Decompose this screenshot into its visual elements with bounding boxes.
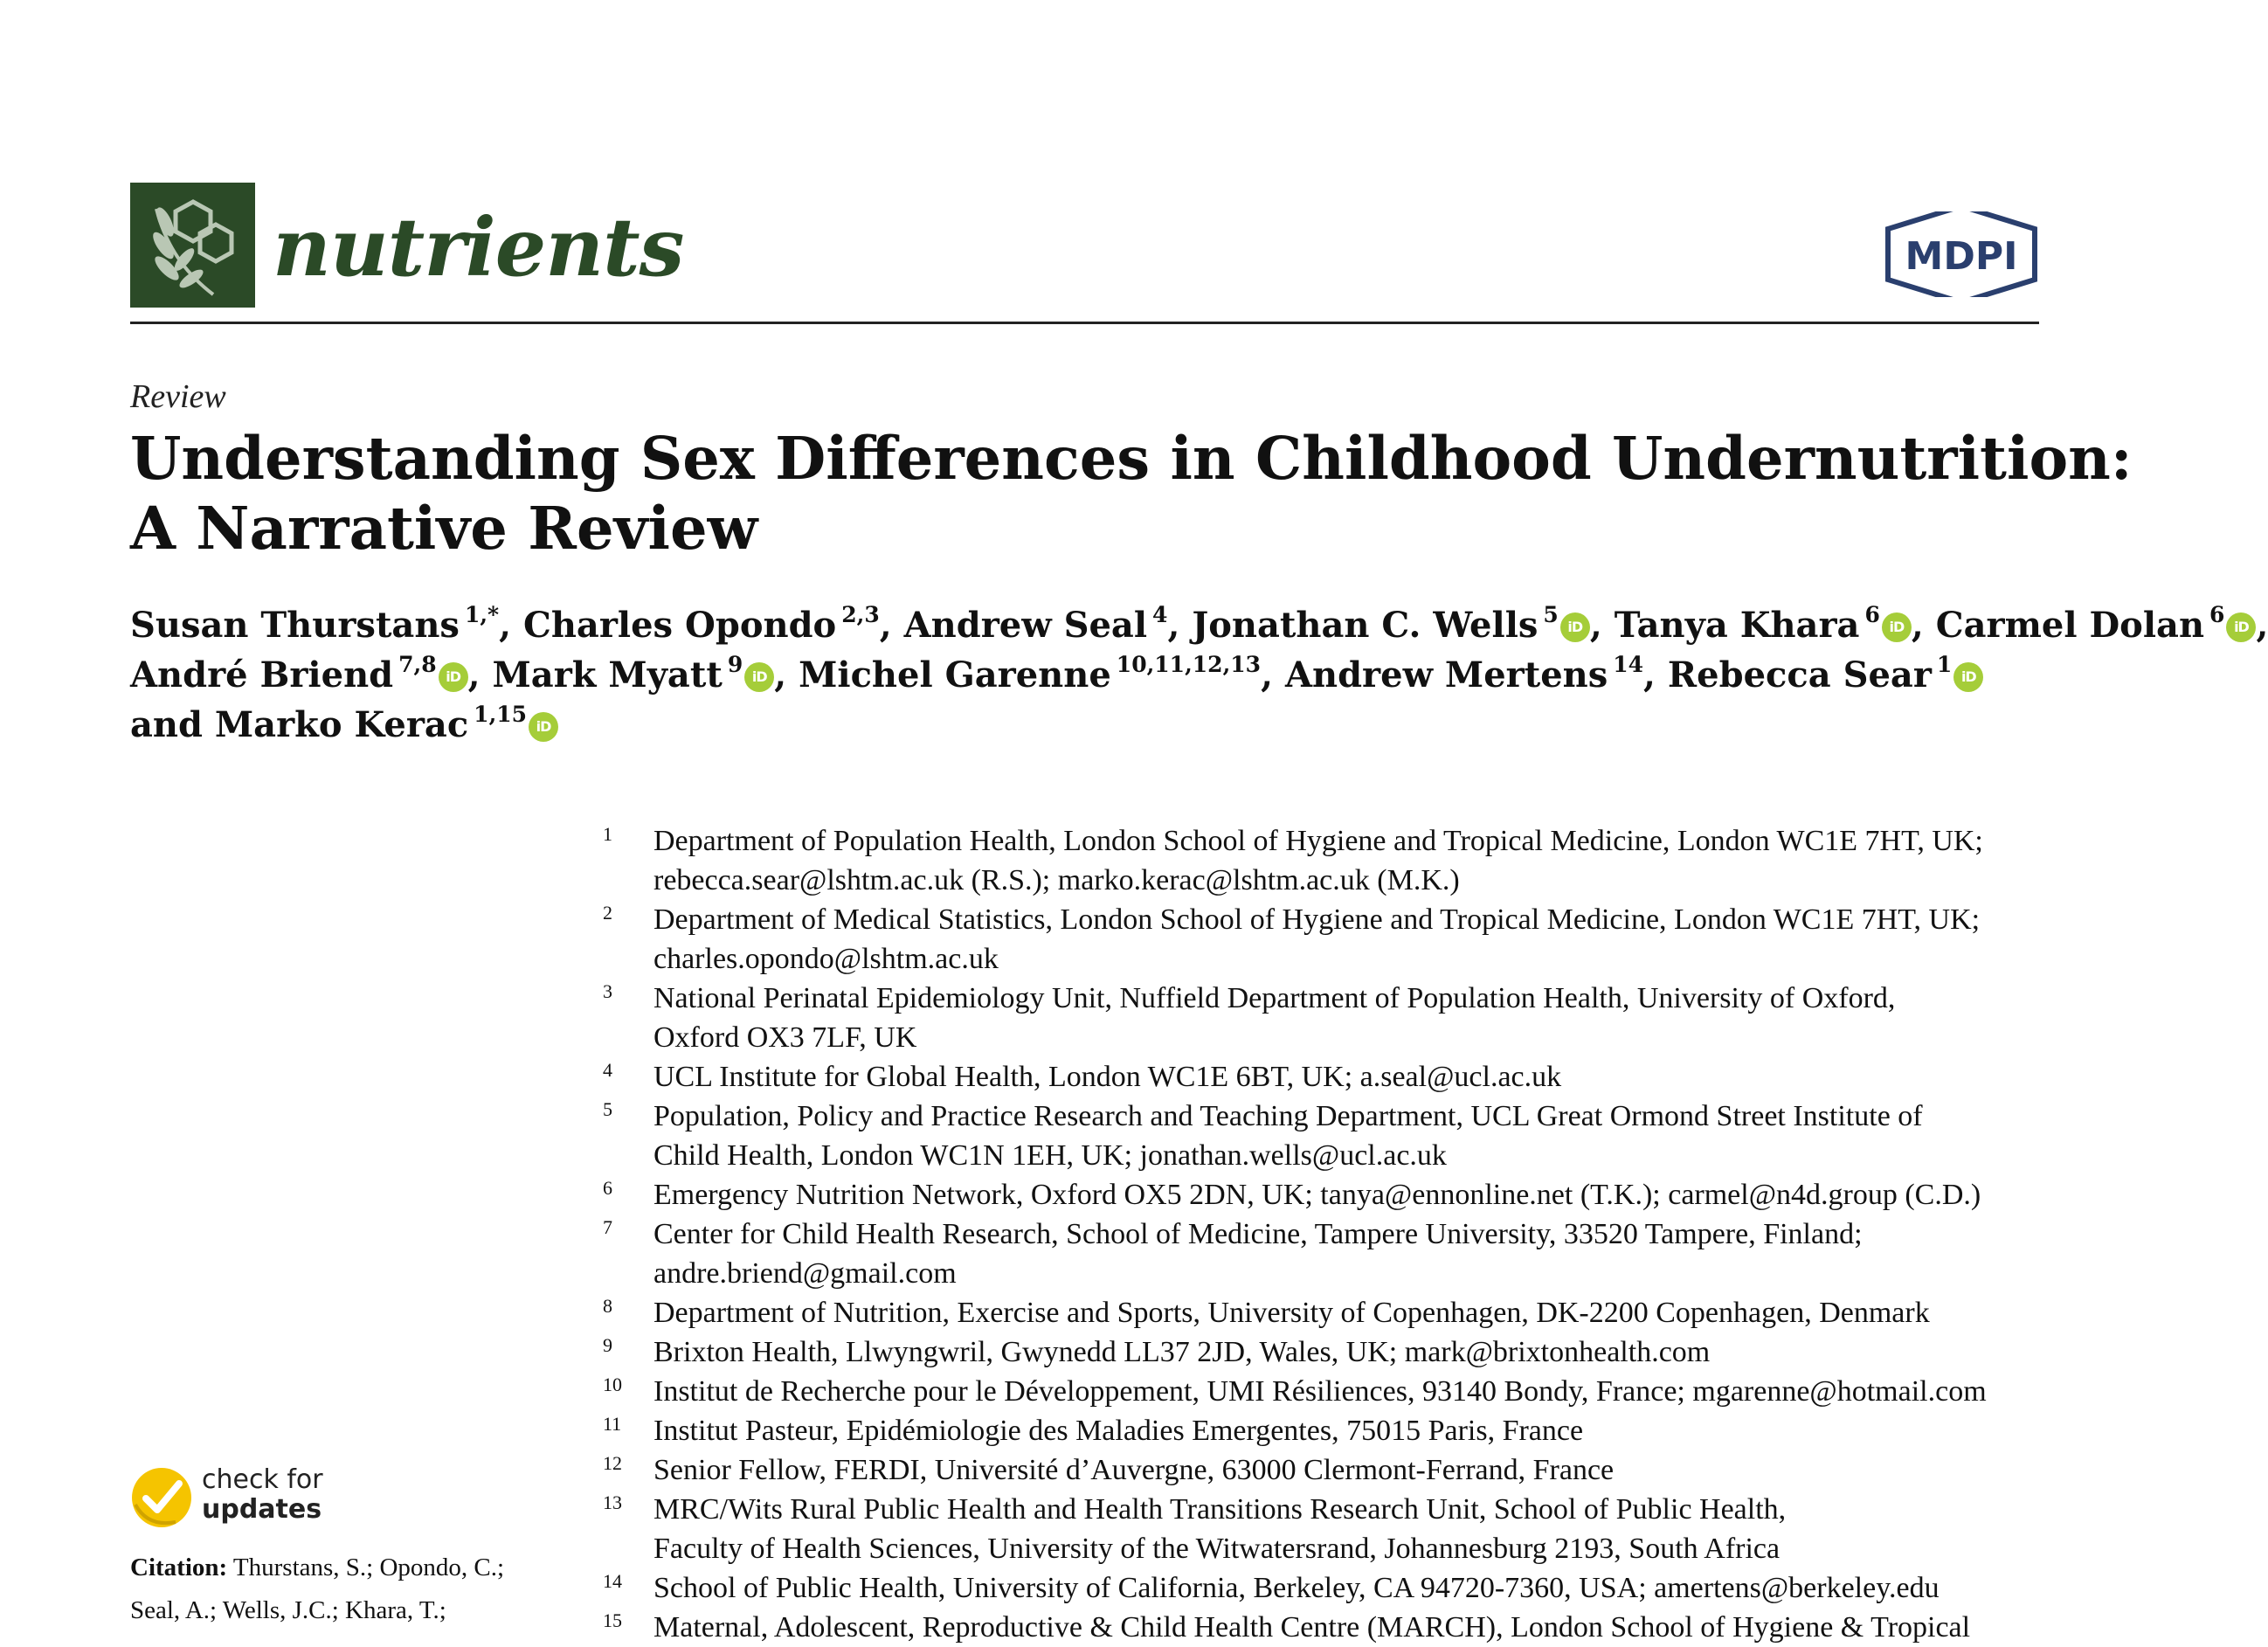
header-rule — [130, 322, 2039, 324]
check-updates-line2: updates — [202, 1494, 322, 1525]
affiliation-text: Oxford OX3 7LF, UK — [653, 1021, 917, 1054]
affiliation-number: 8 — [603, 1295, 612, 1317]
author-affiliation-mark: 10,11,12,13 — [1116, 652, 1262, 677]
affiliation-text: rebecca.sear@lshtm.ac.uk (R.S.); marko.kerac@lshtm.ac.uk (M.K.) — [653, 864, 1460, 896]
author — [493, 654, 787, 695]
affiliation-text: Faculty of Health Sciences, University of the Witwatersrand, Johannesburg 2193, South Africa — [653, 1533, 1781, 1565]
check-icon — [130, 1466, 193, 1529]
author-separator: , — [1261, 654, 1274, 695]
leaf-hexagon-icon — [130, 183, 255, 308]
author-separator: , — [1643, 654, 1656, 695]
author-affiliation-mark: 2,3 — [841, 602, 880, 627]
author-name: Charles Opondo — [523, 605, 837, 646]
affiliation-text: Center for Child Health Research, School of Medicine, Tampere University, 33520 Tampere, Finland; — [653, 1218, 1863, 1250]
author-name: and Marko Kerac — [130, 704, 469, 745]
affiliation-item — [603, 1490, 2053, 1568]
author — [523, 602, 892, 646]
affiliation-text: Population, Policy and Practice Research and Teaching Department, UCL Great Ormond Street Institute of — [653, 1100, 1923, 1132]
citation-line: Seal, A.; Wells, J.C.; Khara, T.; — [130, 1596, 446, 1624]
author-name: André Briend — [130, 654, 394, 695]
author-affiliation-mark: 6 — [1864, 602, 1880, 627]
affiliation-text: Emergency Nutrition Network, Oxford OX5 2DN, UK; tanya@ennonline.net (T.K.); carmel@n4d.group (C.D.) — [653, 1179, 1981, 1211]
article-type: Review — [130, 378, 226, 415]
author-affiliation-mark: 7,8 — [398, 652, 437, 677]
affiliation-text: Department of Medical Statistics, London School of Hygiene and Tropical Medicine, London WC1E 7HT, UK; — [653, 903, 1981, 936]
publisher-name: MDPI — [1905, 234, 2018, 279]
affiliation-number: 11 — [603, 1413, 622, 1435]
author-affiliation-mark: 14 — [1613, 652, 1644, 677]
orcid-icon[interactable]: iD — [439, 662, 468, 692]
author-line — [130, 602, 2268, 653]
affiliation-text: charles.opondo@lshtm.ac.uk — [653, 943, 999, 975]
affiliation-text: Department of Nutrition, Exercise and Sports, University of Copenhagen, DK-2200 Copenhagen, Denmark — [653, 1297, 1930, 1329]
affiliation-number: 2 — [603, 902, 612, 924]
author — [1935, 602, 2268, 646]
author-line — [130, 653, 2052, 702]
author-affiliation-mark: 9 — [727, 652, 743, 677]
affiliation-text: Department of Population Health, London School of Hygiene and Tropical Medicine, London WC1E 7HT, UK; — [653, 825, 1983, 857]
affiliation-text: Senior Fellow, FERDI, Université d’Auvergne, 63000 Clermont-Ferrand, France — [653, 1454, 1615, 1486]
author-affiliation-mark: 4 — [1152, 602, 1168, 627]
author-name: Andrew Mertens — [1284, 654, 1608, 695]
author-line — [130, 702, 2052, 752]
author-separator: , — [774, 654, 787, 695]
affiliation-number: 5 — [603, 1098, 612, 1120]
affiliation-text: Child Health, London WC1N 1EH, UK; jonathan.wells@ucl.ac.uk — [653, 1139, 1447, 1172]
author — [903, 602, 1180, 646]
author-name: Tanya Khara — [1614, 605, 1860, 646]
author-separator: , — [1167, 605, 1180, 646]
affiliation-text: MRC/Wits Rural Public Health and Health Transitions Research Unit, School of Public Health, — [653, 1493, 1787, 1526]
affiliation-number: 13 — [603, 1491, 622, 1513]
orcid-icon[interactable]: iD — [1882, 612, 1912, 642]
affiliation-item — [603, 1214, 2053, 1293]
author-list — [130, 602, 2268, 752]
affiliation-number: 14 — [603, 1570, 622, 1592]
affiliation-number: 6 — [603, 1177, 612, 1199]
affiliation-item — [603, 900, 2053, 979]
affiliation-item — [603, 1608, 2053, 1647]
author-name: Andrew Seal — [903, 605, 1148, 646]
journal-logo — [130, 183, 255, 308]
affiliation-number: 10 — [603, 1374, 622, 1395]
affiliation-number: 15 — [603, 1609, 622, 1631]
affiliation-number: 12 — [603, 1452, 622, 1474]
orcid-icon[interactable]: iD — [529, 712, 558, 742]
affiliation-text: Brixton Health, Llwyngwril, Gwynedd LL37 2JD, Wales, UK; mark@brixtonhealth.com — [653, 1336, 1711, 1368]
author-separator: , — [467, 654, 481, 695]
author-name: Carmel Dolan — [1935, 605, 2205, 646]
affiliation-text: National Perinatal Epidemiology Unit, Nuffield Department of Population Health, University of Oxford, — [653, 982, 1896, 1014]
author-separator: , — [499, 605, 512, 646]
author — [1614, 602, 1924, 646]
affiliation-item — [603, 1450, 2053, 1490]
citation-line — [130, 1547, 584, 1589]
title-line: Understanding Sex Differences in Childhood Undernutrition: — [130, 424, 2133, 493]
affiliation-text: Maternal, Adolescent, Reproductive & Child Health Centre (MARCH), London School of Hygiene & Tropical — [653, 1611, 1971, 1644]
article-title — [130, 424, 2133, 564]
affiliation-number: 4 — [603, 1059, 612, 1081]
affiliation-number: 1 — [603, 823, 612, 845]
citation-text: Thurstans, S.; Opondo, C.; — [232, 1554, 505, 1581]
affiliation-number: 7 — [603, 1216, 612, 1238]
affiliation-item — [603, 1372, 2053, 1411]
author-name: Rebecca Sear — [1667, 654, 1932, 695]
author-affiliation-mark: 1,* — [464, 602, 500, 627]
author — [130, 602, 512, 646]
author — [799, 654, 1273, 695]
author-affiliation-mark: 1,15 — [474, 702, 528, 727]
affiliation-item — [603, 1568, 2053, 1608]
orcid-icon[interactable]: iD — [744, 662, 774, 692]
author-affiliation-mark: 1 — [1936, 652, 1953, 677]
affiliation-item — [603, 979, 2053, 1057]
affiliation-item — [603, 1293, 2053, 1332]
author-affiliation-mark: 5 — [1543, 602, 1559, 627]
affiliation-item — [603, 1175, 2053, 1214]
check-for-updates-text[interactable] — [202, 1465, 323, 1525]
author-name: Mark Myatt — [492, 654, 723, 695]
affiliation-item — [603, 1411, 2053, 1450]
affiliation-text: andre.briend@gmail.com — [653, 1257, 957, 1290]
check-updates-line1: check for — [202, 1464, 323, 1495]
affiliation-text: UCL Institute for Global Health, London WC1E 6BT, UK; a.seal@ucl.ac.uk — [653, 1061, 1562, 1093]
author-name: Susan Thurstans — [130, 605, 460, 646]
author — [130, 654, 481, 695]
author-separator: , — [1911, 605, 1924, 646]
title-line: A Narrative Review — [130, 494, 758, 563]
affiliation-item — [603, 1057, 2053, 1097]
orcid-icon[interactable]: iD — [1953, 662, 1983, 692]
affiliation-item — [603, 821, 2053, 900]
author — [1285, 654, 1656, 695]
affiliation-text: Institut Pasteur, Epidémiologie des Maladies Emergentes, 75015 Paris, France — [653, 1415, 1584, 1447]
orcid-icon[interactable]: iD — [2226, 612, 2256, 642]
check-for-updates-badge[interactable] — [130, 1466, 193, 1529]
author — [1668, 654, 1983, 695]
author-affiliation-mark: 6 — [2209, 602, 2225, 627]
affiliation-text: Institut de Recherche pour le Développement, UMI Résiliences, 93140 Bondy, France; mgarenne@hotmail.com — [653, 1375, 1987, 1408]
affiliation-list — [603, 821, 2053, 1647]
affiliation-number: 3 — [603, 980, 612, 1002]
orcid-icon[interactable]: iD — [1560, 612, 1590, 642]
mdpi-logo — [1883, 203, 2040, 306]
journal-name: nutrients — [273, 200, 684, 294]
affiliation-text: School of Public Health, University of California, Berkeley, CA 94720-7360, USA; amertens@berkeley.edu — [653, 1572, 1940, 1604]
author — [1192, 602, 1602, 646]
author-separator: , — [1589, 605, 1602, 646]
affiliation-number: 9 — [603, 1334, 612, 1356]
citation — [130, 1547, 584, 1632]
author-name: Jonathan C. Wells — [1192, 605, 1539, 646]
author-name: Michel Garenne — [799, 654, 1111, 695]
author — [130, 704, 558, 745]
author-separator: , — [879, 605, 892, 646]
affiliation-item — [603, 1332, 2053, 1372]
citation-label: Citation: — [130, 1554, 228, 1581]
author-separator: , — [2256, 605, 2268, 646]
affiliation-item — [603, 1097, 2053, 1175]
